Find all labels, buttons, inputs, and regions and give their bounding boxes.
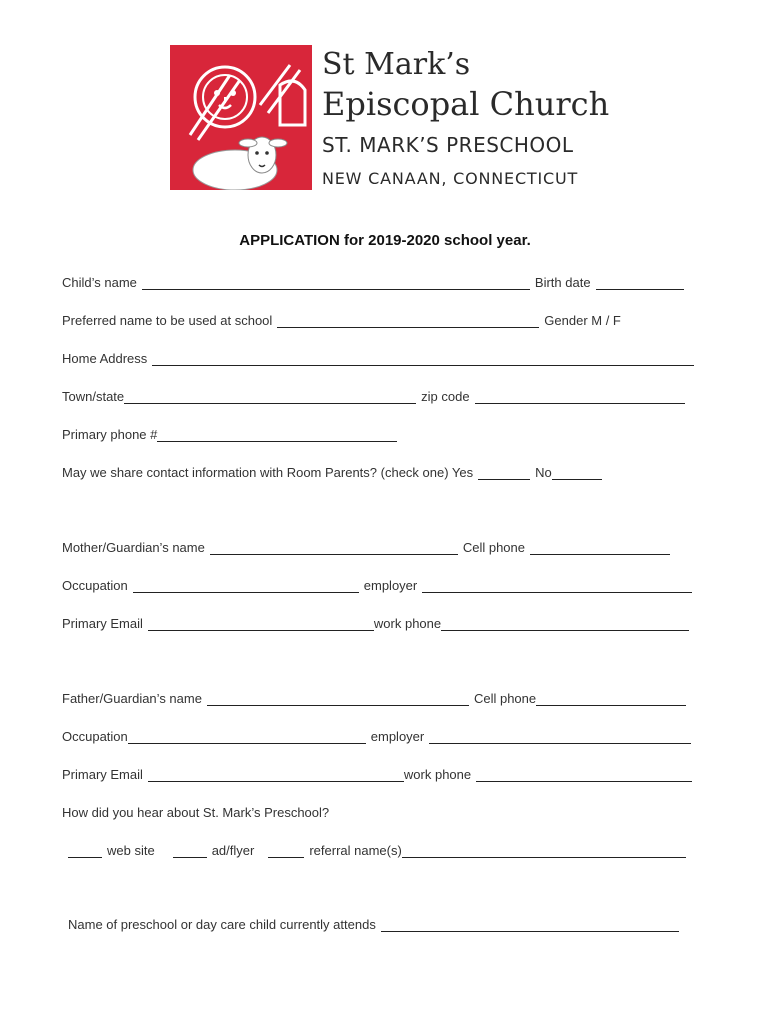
share-no-label: No	[535, 465, 552, 480]
row-share-contact	[62, 460, 602, 480]
father-email-label: Primary Email	[62, 767, 143, 782]
primary-phone-label: Primary phone #	[62, 427, 158, 442]
current-preschool-field[interactable]	[381, 917, 679, 932]
row-child-name	[62, 270, 684, 290]
church-logo	[170, 45, 610, 195]
mother-cell-label: Cell phone	[462, 540, 525, 555]
form-title: APPLICATION for 2019-2020 school year.	[239, 232, 531, 249]
birth-date-label: Birth date	[534, 275, 591, 290]
logo-line-preschool: ST. MARK’S PRESCHOOL	[322, 133, 574, 157]
zip-code-field[interactable]	[475, 389, 685, 404]
mother-email-label: Primary Email	[62, 616, 143, 631]
row-hear-options	[68, 838, 686, 858]
referral-name-field[interactable]	[402, 843, 686, 858]
row-hear-about	[62, 800, 329, 820]
mother-occupation-label: Occupation	[62, 578, 128, 593]
logo-line-episcopal: Episcopal Church	[322, 85, 610, 123]
mother-email-field[interactable]	[148, 616, 374, 631]
father-employer-label: employer	[370, 729, 425, 744]
referral-check-field[interactable]	[268, 843, 304, 858]
primary-phone-field[interactable]	[157, 427, 397, 442]
mother-work-phone-label: work phone	[373, 616, 442, 631]
zip-code-label: zip code	[421, 389, 470, 404]
ad-flyer-label: ad/flyer	[211, 843, 255, 858]
row-primary-phone	[62, 422, 397, 442]
share-contact-label: May we share contact information with Room Parents? (check one) Yes	[62, 465, 474, 480]
web-site-label: web site	[107, 843, 155, 858]
father-cell-label: Cell phone	[473, 691, 537, 706]
row-father-email	[62, 762, 692, 782]
father-name-label: Father/Guardian’s name	[62, 691, 202, 706]
web-site-field[interactable]	[68, 843, 102, 858]
row-home-address	[62, 346, 694, 366]
mother-work-phone-field[interactable]	[441, 616, 689, 631]
gender-label: Gender M / F	[544, 313, 621, 328]
referral-label: referral name(s)	[309, 843, 402, 858]
town-state-label: Town/state	[62, 389, 125, 404]
row-mother-name	[62, 535, 670, 555]
father-occupation-label: Occupation	[62, 729, 128, 744]
father-occupation-field[interactable]	[128, 729, 366, 744]
current-preschool-label: Name of preschool or day care child currently attends	[68, 917, 376, 932]
town-state-field[interactable]	[124, 389, 416, 404]
logo-line-church-name: St Mark’s	[322, 47, 471, 82]
lion-lamb-logo-icon	[170, 45, 312, 190]
row-preferred-name	[62, 308, 621, 328]
row-father-name	[62, 686, 686, 706]
home-address-label: Home Address	[62, 351, 148, 366]
father-cell-field[interactable]	[536, 691, 686, 706]
row-father-occupation	[62, 724, 691, 744]
hear-about-label: How did you hear about St. Mark’s Preschool?	[62, 805, 330, 820]
preferred-name-label: Preferred name to be used at school	[62, 313, 273, 328]
mother-name-label: Mother/Guardian’s name	[62, 540, 205, 555]
father-work-phone-label: work phone	[403, 767, 472, 782]
logo-line-location: NEW CANAAN, CONNECTICUT	[322, 169, 579, 188]
mother-cell-field[interactable]	[530, 540, 670, 555]
share-no-field[interactable]	[552, 465, 602, 480]
share-yes-field[interactable]	[478, 465, 530, 480]
preferred-name-field[interactable]	[277, 313, 539, 328]
row-mother-email	[62, 611, 689, 631]
childs-name-label: Child’s name	[62, 275, 137, 290]
row-current-preschool	[68, 912, 679, 932]
mother-employer-label: employer	[363, 578, 418, 593]
ad-flyer-field[interactable]	[173, 843, 207, 858]
mother-employer-field[interactable]	[422, 578, 692, 593]
father-email-field[interactable]	[148, 767, 404, 782]
row-mother-occupation	[62, 573, 692, 593]
mother-name-field[interactable]	[210, 540, 458, 555]
father-employer-field[interactable]	[429, 729, 691, 744]
home-address-field[interactable]	[152, 351, 694, 366]
birth-date-field[interactable]	[596, 275, 684, 290]
childs-name-field[interactable]	[142, 275, 530, 290]
mother-occupation-field[interactable]	[133, 578, 359, 593]
father-name-field[interactable]	[207, 691, 469, 706]
row-town-state	[62, 384, 685, 404]
father-work-phone-field[interactable]	[476, 767, 692, 782]
